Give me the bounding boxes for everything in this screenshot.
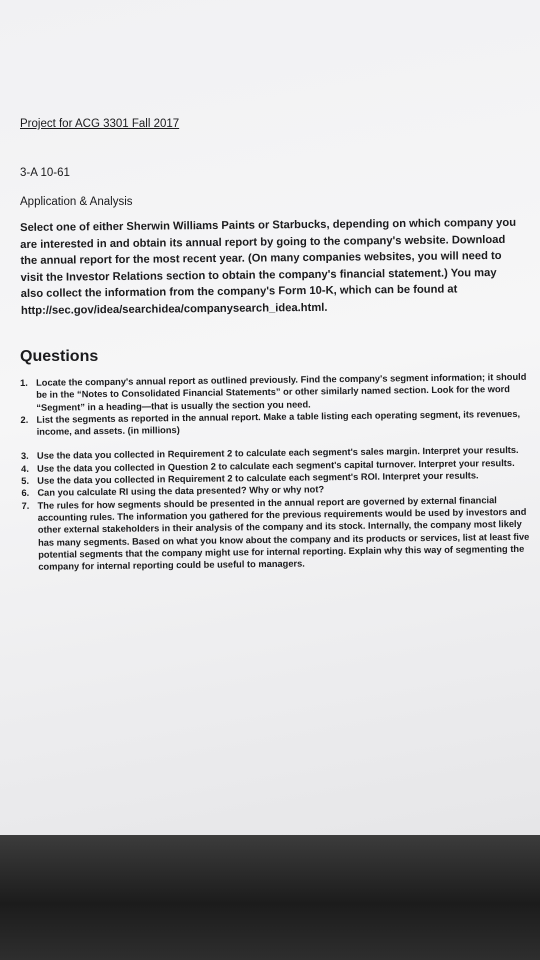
- question-text: Use the data you collected in Question 2 to calculate each segment's capital turnover. Interpret your results.: [37, 457, 515, 474]
- questions-heading: Questions: [20, 348, 99, 365]
- question-text: The rules for how segments should be presented in the annual report are governed by external financial accounting rules. The information you gathered for the previous requirements would be used by investors and other external stakeholders in their analysis of the company and its stock. Internally, the company most likely has many segments. Based on what you know about the company and its products or services, list at least five potential segments that the company might use for internal reporting. Explain why this way of segmenting the company for internal reporting could be useful to managers.: [37, 494, 530, 572]
- question-text: Can you calculate RI using the data presented? Why or why not?: [37, 484, 325, 499]
- question-number: 3.: [20, 451, 29, 462]
- question-number: 1.: [20, 377, 28, 388]
- problem-code: 3-A 10-61: [20, 167, 70, 179]
- question-text: Use the data you collected in Requirement 2 to calculate each segment's ROI. Interpret your results.: [37, 470, 479, 486]
- questions-list: [20, 371, 532, 574]
- intro-paragraph: Select one of either Sherwin Williams Paints or Starbucks, depending on which company you are interested in and obtain its annual report by going to the company's website. Download the annual report for the most recent year. (On many companies websites, you will need to visit the Investor Relations section to obtain the company's financial statement.) You may also collect the information from the company's Form 10-K, which can be found at http://sec.gov/idea/searchidea/companysearch_idea.html.: [20, 216, 517, 317]
- question-number: 2.: [20, 414, 29, 425]
- question-number: 6.: [21, 488, 30, 499]
- question-item: [20, 408, 530, 439]
- question-number: 4.: [21, 463, 29, 474]
- question-number: 7.: [21, 500, 30, 511]
- question-text: Use the data you collected in Requirement 2 to calculate each segment's sales margin. Interpret your results.: [36, 445, 519, 462]
- desk-surface: [0, 835, 540, 960]
- question-number: 5.: [21, 475, 30, 487]
- question-item: [20, 371, 530, 414]
- question-item: [21, 493, 532, 573]
- question-text: List the segments as reported in the annual report. Make a table listing each operating segment, its revenues, income, and assets. (in millions): [36, 408, 521, 437]
- document-title: Project for ACG 3301 Fall 2017: [20, 118, 180, 130]
- question-text: Locate the company's annual report as outlined previously. Find the company's segment information; it should be in the “Notes to Consolidated Financial Statements” or other similarly named section. Look for the word “Segment” in a heading—that is usually the section you need.: [36, 371, 527, 413]
- section-subtitle: Application & Analysis: [20, 196, 133, 208]
